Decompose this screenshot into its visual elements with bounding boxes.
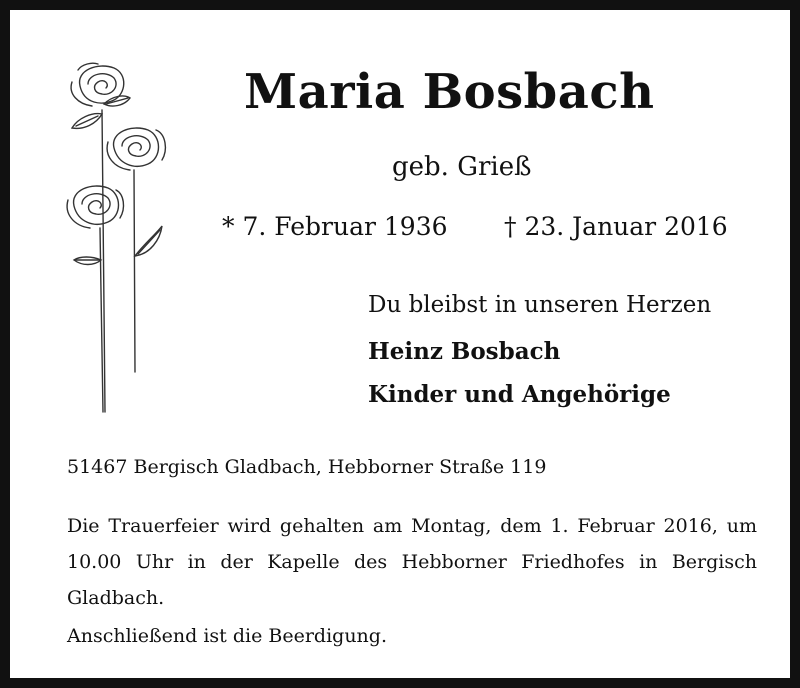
rose-top — [71, 63, 124, 106]
address: 51467 Bergisch Gladbach, Hebborner Straße 119 — [67, 456, 547, 478]
death-date: † 23. Januar 2016 — [504, 212, 728, 241]
mourner-name: Heinz Bosbach — [368, 338, 561, 365]
rose-lower — [67, 186, 123, 228]
mourner-family: Kinder und Angehörige — [368, 381, 671, 408]
motto: Du bleibst in unseren Herzen — [368, 292, 712, 318]
burial-info: Anschließend ist die Beerdigung. — [67, 625, 387, 647]
ceremony-info: Die Trauerfeier wird gehalten am Montag, dem 1. Februar 2016, um 10.00 Uhr in der Kapelle des Hebborner Friedhofes in Bergisch Gladbach. — [67, 515, 757, 609]
maiden-name: geb. Grieß — [392, 152, 532, 182]
birth-date: * 7. Februar 1936 — [222, 212, 448, 241]
roses-icon — [58, 60, 178, 420]
rose-middle — [107, 128, 165, 170]
leaves — [72, 96, 162, 265]
deceased-name: Maria Bosbach — [244, 64, 655, 120]
